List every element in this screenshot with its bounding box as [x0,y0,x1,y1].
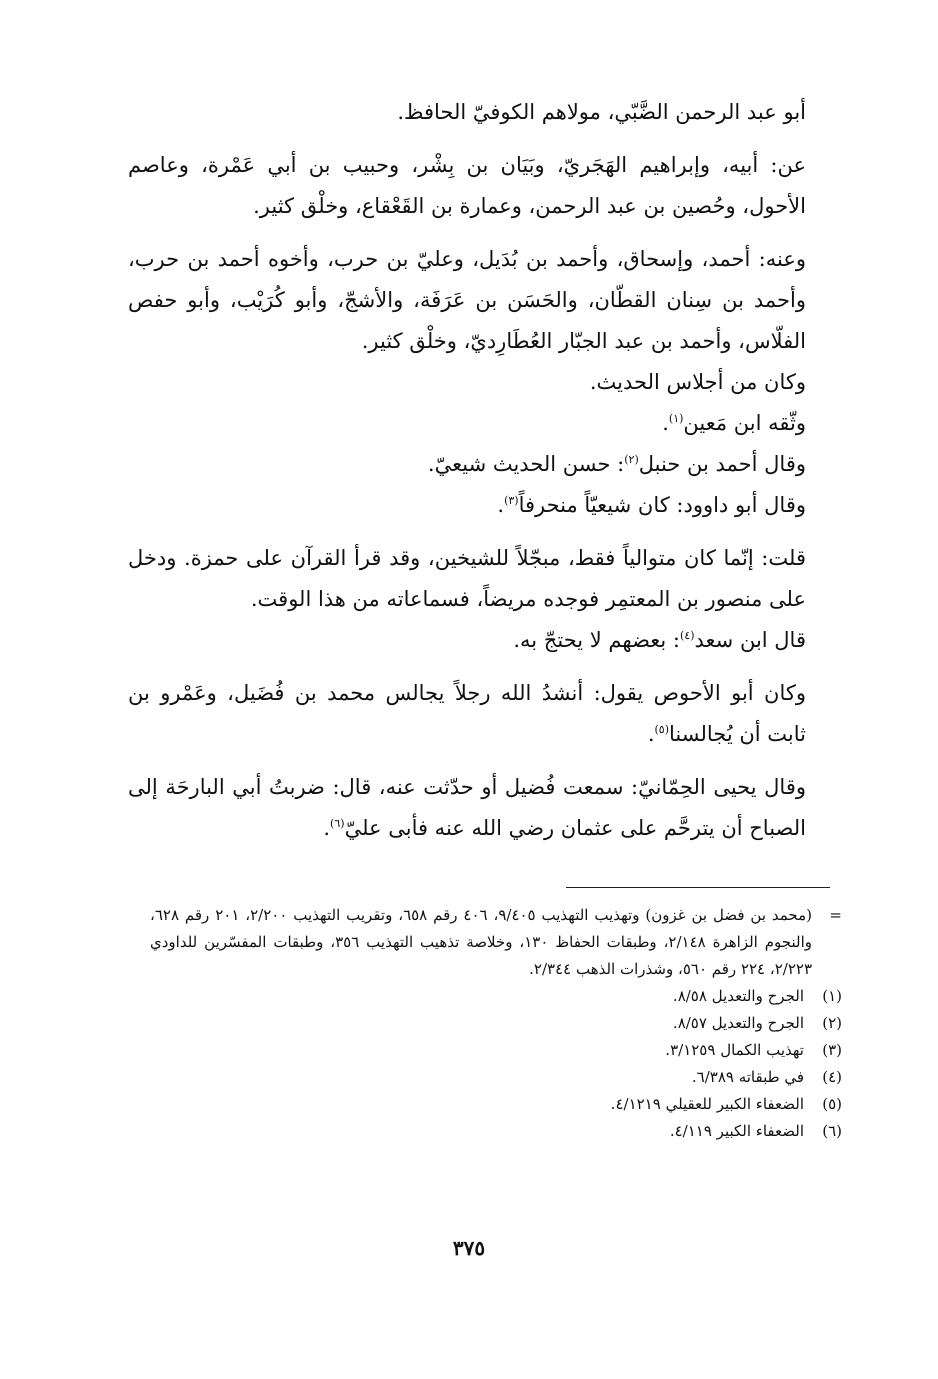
footnote-text: في طبقاته ٦/٣٨٩. [691,1068,804,1086]
paragraph-intro: أبو عبد الرحمن الضَّبّي، مولاهم الكوفيّ الحافظ. [397,100,806,124]
footnote-continuation [150,902,842,983]
paragraph-ibn-saad: قال ابن سعد$^{(٤)}$: بعضهم لا يحتجّ به. [513,628,806,652]
footnote-3 [150,1037,842,1064]
footnote-ref-6[interactable]: (٦) [330,817,345,830]
paragraph-ibn-main: وثّقه ابن مَعين$^{(١)}$. [662,411,806,435]
paragraph-comment: قلت: إنّما كان متوالياً فقط، مبجّلاً للشيخين، وقد قرأ القرآن على حمزة. ودخل على منصور بن المعتمِر فوجده مريضاً، فسماعاته من هذا الوقت. [128,546,806,611]
page-number: ٣٧٥ [452,1236,486,1260]
footnote-number: (٣) [822,1041,842,1059]
footnote-number: (٦) [822,1122,842,1140]
footnote-text: الجرح والتعديل ٨/٥٧. [672,1014,804,1032]
paragraph-ahmad: وقال أحمد بن حنبل$^{(٢)}$: حسن الحديث شيعيّ. [427,452,806,476]
footnote-ref-2[interactable]: (٢) [624,453,639,466]
footnote-1 [150,983,842,1010]
paragraph-narrated-from: عن: أبيه، وإبراهيم الهَجَريّ، وبَيَان بن بِشْر، وحبيب بن أبي عَمْرة، وعاصم الأحول، وحُصين بن عبد الرحمن، وعمارة بن القَعْقاع، وخلْق كثير. [128,153,806,218]
paragraph-status: وكان من أجلاس الحديث. [589,370,806,394]
footnote-ref-5[interactable]: (٥) [654,723,670,736]
footnote-separator [566,887,830,888]
footnote-5 [150,1091,842,1118]
paragraph-abu-dawud: وقال أبو داوود: كان شيعيّاً منحرفاً$^{(٣)}$. [497,493,806,517]
footnote-4 [150,1064,842,1091]
footnote-text: تهذيب الكمال ٣/١٢٥٩. [665,1041,804,1059]
footnote-6 [150,1118,842,1145]
footnote-ref-3[interactable]: (٣) [504,494,519,507]
footnote-number: (٢) [822,1014,842,1032]
footnote-number: (٥) [822,1095,842,1113]
footnote-text: الضعفاء الكبير للعقيلي ٤/١٢١٩. [610,1095,804,1113]
footnote-number: (١) [822,987,842,1005]
continuation-marker: = [829,906,842,924]
paragraph-himmani: وقال يحيى الحِمّانيّ: سمعت فُضيل أو حدّثت عنه، قال: ضربتُ أبي البارحَة إلى الصباح أن يترحَّم على عثمان رضي الله عنه فأبى عليّ$^{(٦)}$. [128,775,806,840]
footnote-ref-4[interactable]: (٤) [680,629,695,642]
footnote-continuation-text: (محمد بن فضل بن غزون) وتهذيب التهذيب ٩/٤٠٥، ٤٠٦ رقم ٦٥٨، وتقريب التهذيب ٢/٢٠٠، ٢٠١ رقم ٦٢٨، والنجوم الزاهرة ٢/١٤٨، وطبقات الحفاظ ١٣٠، وخلاصة تذهيب التهذيب ٣٥٦، وطبقات المفسّرين للداودي ٢/٢٢٣، ٢٢٤ رقم ٥٦٠، وشذرات الذهب ٢/٣٤٤. [150,906,812,978]
footnote-number: (٤) [822,1068,842,1086]
main-text [128,92,840,849]
paragraph-narrated-by: وعنه: أحمد، وإسحاق، وأحمد بن بُدَيل، وعليّ بن حرب، وأخوه أحمد بن حرب، وأحمد بن سِنان القطّان، والحَسَن بن عَرَفَة، والأشجّ، وأبو كُرَيْب، وأبو حفص الفلّاس، وأحمد بن عبد الجبّار العُطَارِديّ، وخلْق كثير. [128,247,806,353]
paragraph-abu-al-ahwas: وكان أبو الأحوص يقول: أنشدُ الله رجلاً يجالس محمد بن فُضَيل، وعَمْرو بن ثابت أن يُجالسنا$^{(٥)}$. [128,681,806,746]
footnote-text: الضعفاء الكبير ٤/١١٩. [669,1122,804,1140]
footnote-2 [150,1010,842,1037]
footnote-text: الجرح والتعديل ٨/٥٨. [672,987,804,1005]
footnote-ref-1[interactable]: (١) [668,412,684,425]
footnotes [150,902,842,1145]
